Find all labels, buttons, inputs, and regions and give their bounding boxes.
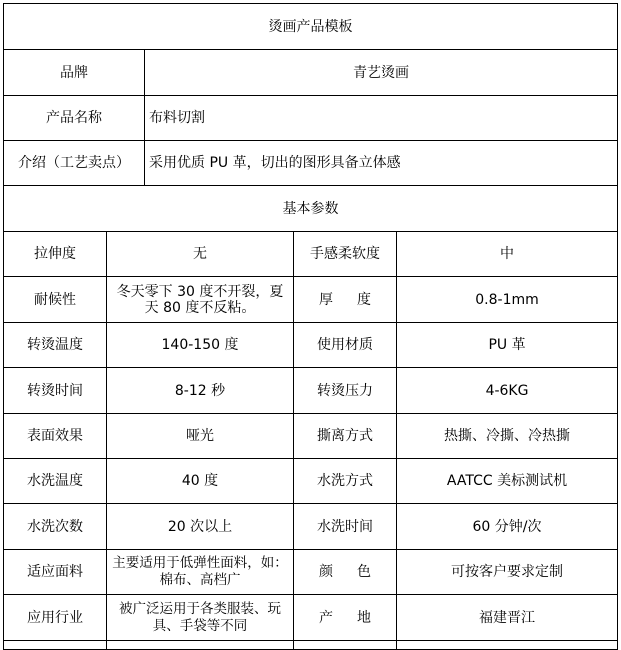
surface-value: 哑光 <box>107 414 294 459</box>
wash-count-value: 20 次以上 <box>107 504 294 550</box>
color-label-text: 颜色 <box>319 564 395 580</box>
param-row-wash-count <box>4 504 618 550</box>
param-row-surface <box>4 414 618 459</box>
weather-label: 耐候性 <box>4 277 107 323</box>
param-row-fabric <box>4 550 618 595</box>
intro-label: 介绍（工艺卖点） <box>4 141 145 186</box>
wash-temp-label: 水洗温度 <box>4 459 107 504</box>
product-name-label: 产品名称 <box>4 96 145 141</box>
transfer-temp-label: 转烫温度 <box>4 323 107 368</box>
thickness-label-text: 厚度 <box>319 291 395 308</box>
param-row-weather <box>4 277 618 323</box>
partial-cell <box>294 641 397 650</box>
param-row-transfer-temp <box>4 323 618 368</box>
color-value: 可按客户要求定制 <box>397 550 618 595</box>
intro-value: 采用优质 PU 革，切出的图形具备立体感 <box>145 141 618 186</box>
partial-cell <box>397 641 618 650</box>
brand-value: 青艺烫画 <box>145 50 618 96</box>
industry-label: 应用行业 <box>4 595 107 641</box>
stretch-value: 无 <box>107 232 294 277</box>
thickness-label <box>294 277 397 323</box>
intro-row <box>4 141 618 186</box>
param-row-industry <box>4 595 618 641</box>
param-row-stretch <box>4 232 618 277</box>
section-title: 基本参数 <box>4 186 618 232</box>
product-spec-table <box>3 3 618 650</box>
pressure-value: 4-6KG <box>397 368 618 414</box>
title-row <box>4 4 618 50</box>
softness-label: 手感柔软度 <box>294 232 397 277</box>
origin-value: 福建晋江 <box>397 595 618 641</box>
industry-value: 被广泛运用于各类服装、玩具、手袋等不同 <box>107 595 294 641</box>
color-label <box>294 550 397 595</box>
peel-label: 撕离方式 <box>294 414 397 459</box>
transfer-time-value: 8-12 秒 <box>107 368 294 414</box>
section-title-row <box>4 186 618 232</box>
origin-label-text: 产地 <box>319 609 395 626</box>
brand-label: 品牌 <box>4 50 145 96</box>
origin-label <box>294 595 397 641</box>
wash-count-label: 水洗次数 <box>4 504 107 550</box>
transfer-temp-value: 140-150 度 <box>107 323 294 368</box>
weather-value: 冬天零下 30 度不开裂，夏天 80 度不反粘。 <box>107 277 294 323</box>
param-row-wash-temp <box>4 459 618 504</box>
fabric-label: 适应面料 <box>4 550 107 595</box>
product-name-row <box>4 96 618 141</box>
fabric-value: 主要适用于低弹性面料，如：棉布、高档广 <box>107 550 294 595</box>
surface-label: 表面效果 <box>4 414 107 459</box>
product-spec-sheet <box>3 3 617 641</box>
wash-method-label: 水洗方式 <box>294 459 397 504</box>
wash-temp-value: 40 度 <box>107 459 294 504</box>
wash-time-value: 60 分钟/次 <box>397 504 618 550</box>
pressure-label: 转烫压力 <box>294 368 397 414</box>
brand-row <box>4 50 618 96</box>
wash-time-label: 水洗时间 <box>294 504 397 550</box>
product-name-value: 布料切割 <box>145 96 618 141</box>
stretch-label: 拉伸度 <box>4 232 107 277</box>
peel-value: 热撕、冷撕、冷热撕 <box>397 414 618 459</box>
wash-method-value: AATCC 美标测试机 <box>397 459 618 504</box>
thickness-value: 0.8-1mm <box>397 277 618 323</box>
param-row-transfer-time <box>4 368 618 414</box>
sheet-title: 烫画产品模板 <box>4 4 618 50</box>
partial-row <box>4 641 618 650</box>
partial-cell <box>107 641 294 650</box>
transfer-time-label: 转烫时间 <box>4 368 107 414</box>
softness-value: 中 <box>397 232 618 277</box>
partial-cell <box>4 641 107 650</box>
material-value: PU 革 <box>397 323 618 368</box>
material-label: 使用材质 <box>294 323 397 368</box>
